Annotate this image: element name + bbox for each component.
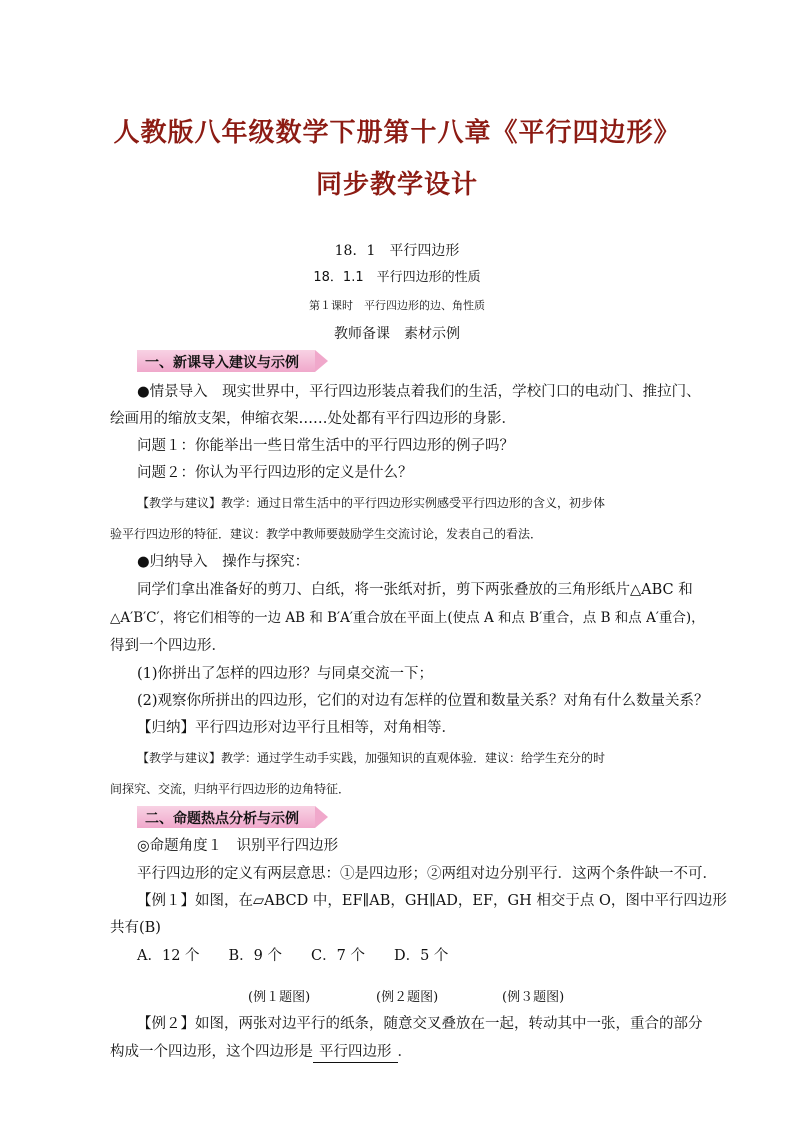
example-2-end: ．	[397, 1044, 412, 1060]
question-1: 问题１：你能举出一些日常生活中的平行四边形的例子吗？	[137, 438, 514, 454]
paragraph: 绘画用的缩放支架，伸缩衣架……处处都有平行四边形的身影．	[110, 411, 516, 427]
sub-header: 教师备课 素材示例	[334, 326, 460, 342]
paragraph: 得到一个四边形．	[110, 638, 226, 654]
summary: 【归纳】平行四边形对边平行且相等，对角相等．	[137, 720, 456, 736]
document-title-line2: 同步教学设计	[315, 170, 478, 200]
figure-caption-2: (例２题图)	[376, 990, 439, 1005]
paragraph: 同学们拿出准备好的剪刀、白纸，将一张纸对折，剪下两张叠放的三角形纸片△ABC 和	[137, 582, 693, 598]
banner-label: 一、新课导入建议与示例	[145, 355, 299, 371]
proposition-angle: ◎命题角度１ 识别平行四边形	[137, 838, 339, 854]
example-1: 【例１】如图，在▱ABCD 中，EF∥AB，GH∥AD，EF，GH 相交于点 O，图中平行四边形	[137, 893, 727, 909]
definition: 平行四边形的定义有两层意思：①是四边形；②两组对边分别平行．这两个条件缺一不可．	[137, 866, 717, 882]
step-2: (2)观察你所拼出的四边形，它们的对边有怎样的位置和数量关系？对角有什么数量关系？	[137, 693, 709, 709]
banner-arrow	[315, 806, 328, 828]
section-heading-18-1: 18．1 平行四边形	[334, 243, 460, 259]
example-2-text: 构成一个四边形，这个四边形是	[110, 1044, 313, 1060]
banner-label: 二、命题热点分析与示例	[145, 811, 299, 827]
figure-caption-1: (例１题图)	[248, 990, 311, 1005]
banner-arrow	[315, 350, 328, 372]
paragraph: ●归纳导入 操作与探究：	[137, 554, 310, 570]
example-1: 共有(B)	[110, 920, 161, 936]
answer-blank: 平行四边形	[313, 1042, 398, 1063]
section-banner-1	[137, 350, 330, 372]
example-2: 【例２】如图，两张对边平行的纸条，随意交叉叠放在一起，转动其中一张，重合的部分	[137, 1016, 703, 1032]
teaching-note: 【教学与建议】教学：通过学生动手实践，加强知识的直观体验．建议：给学生充分的时	[137, 751, 606, 765]
paragraph: ●情景导入 现实世界中，平行四边形装点着我们的生活，学校门口的电动门、推拉门、	[137, 384, 701, 400]
document-title-line1: 人教版八年级数学下册第十八章《平行四边形》	[113, 118, 681, 148]
section-heading-18-1-1: 18．1.1 平行四边形的性质	[313, 270, 481, 285]
section-banner-2	[137, 806, 330, 828]
teaching-note: 【教学与建议】教学：通过日常生活中的平行四边形实例感受平行四边形的含义，初步体	[137, 496, 606, 510]
question-2: 问题２：你认为平行四边形的定义是什么？	[137, 465, 413, 481]
teaching-note: 验平行四边形的特征．建议：教学中教师要鼓励学生交流讨论，发表自己的看法．	[110, 527, 543, 541]
paragraph: △A′B′C′，将它们相等的一边 AB 和 B′A′重合放在平面上(使点 A 和点 B′重合，点 B 和点 A′重合)，	[110, 610, 705, 626]
lesson-heading: 第１课时 平行四边形的边、角性质	[309, 299, 485, 312]
figure-caption-3: (例３题图)	[502, 990, 565, 1005]
teaching-note: 间探究、交流，归纳平行四边形的边角特征．	[110, 782, 351, 796]
example-1-options: A．12 个 B．9 个 C．7 个 D．5 个	[137, 948, 449, 964]
step-1: (1)你拼出了怎样的四边形？与同桌交流一下；	[137, 666, 434, 682]
example-2	[110, 1042, 700, 1063]
